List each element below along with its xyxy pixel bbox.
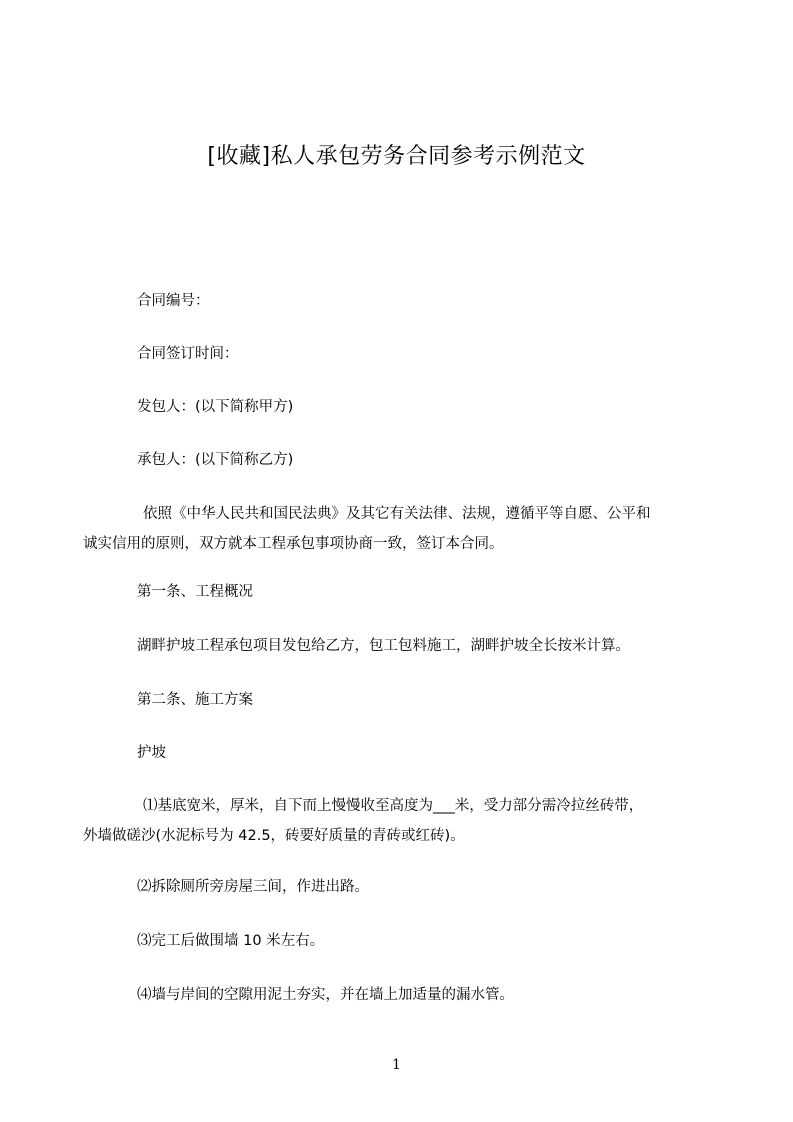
item-3: ⑶完工后做围墙 10 米左右。 xyxy=(137,933,325,949)
article-1-heading: 第一条、工程概况 xyxy=(137,584,253,600)
item-2: ⑵拆除厕所旁房屋三间，作进出路。 xyxy=(137,879,369,895)
party-b-label: 承包人：(以下简称乙方) xyxy=(137,452,294,468)
page-number: 1 xyxy=(392,1057,401,1073)
article-1-text: 湖畔护坡工程承包项目发包给乙方，包工包料施工，湖畔护坡全长按米计算。 xyxy=(137,638,630,654)
party-a-label: 发包人：(以下简称甲方) xyxy=(137,399,294,415)
signing-time-label: 合同签订时间： xyxy=(137,346,239,362)
item-1-line-2: 外墙做磋沙(水泥标号为 42.5，砖要好质量的青砖或红砖)。 xyxy=(83,828,465,844)
item-1-line-1: ⑴基底宽米，厚米，自下而上慢慢收至高度为___米，受力部分需冷拉丝砖带， xyxy=(143,798,644,814)
contract-number-label: 合同编号： xyxy=(137,293,210,309)
intro-paragraph xyxy=(83,499,708,559)
document-title: [收藏]私人承包劳务合同参考示例范文 xyxy=(207,144,586,169)
item-1-paragraph xyxy=(83,791,708,851)
intro-line-2: 诚实信用的原则，双方就本工程承包事项协商一致，签订本合同。 xyxy=(83,536,504,552)
slope-heading: 护坡 xyxy=(137,745,166,761)
intro-line-1: 依照《中华人民共和国民法典》及其它有关法律、法规，遵循平等自愿、公平和 xyxy=(143,506,651,522)
article-2-heading: 第二条、施工方案 xyxy=(137,692,253,708)
item-4: ⑷墙与岸间的空隙用泥土夯实，并在墙上加适量的漏水管。 xyxy=(137,987,514,1003)
